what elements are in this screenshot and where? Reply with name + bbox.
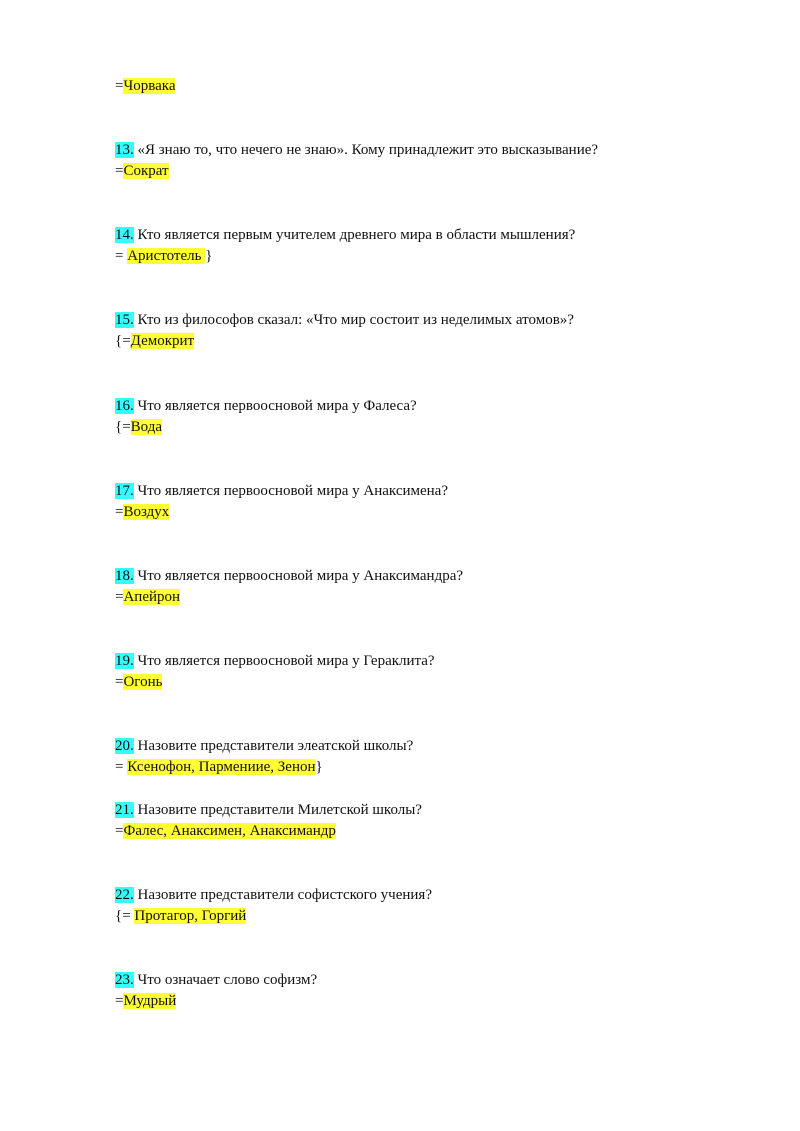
question-line	[115, 651, 435, 671]
question-number: 22.	[115, 887, 134, 903]
question-text: «Я знаю то, что нечего не знаю». Кому принадлежит это высказывание?	[133, 142, 599, 158]
answer-highlight: Фалес, Анаксимен, Анаксимандр	[123, 823, 336, 839]
question-number: 21.	[115, 802, 134, 818]
question-line	[115, 481, 448, 501]
question-text: Кто из философов сказал: «Что мир состоит из неделимых атомов»?	[133, 312, 574, 328]
question-line	[115, 140, 598, 160]
question-number: 16.	[115, 398, 134, 414]
answer-suffix: }	[315, 759, 323, 775]
answer-line	[115, 246, 212, 266]
answer-prefix: =	[115, 163, 124, 179]
answer-line	[115, 161, 169, 181]
answer-prefix: {=	[115, 419, 131, 435]
answer-line	[115, 906, 246, 926]
answer-highlight: Апейрон	[123, 589, 181, 605]
question-number: 19.	[115, 653, 134, 669]
answer-highlight: Мудрый	[123, 993, 177, 1009]
answer-highlight: Чорвака	[123, 78, 176, 94]
question-line	[115, 310, 574, 330]
question-text: Кто является первым учителем древнего мира в области мышления?	[133, 227, 576, 243]
question-text: Что означает слово софизм?	[133, 972, 318, 988]
question-text: Что является первоосновой мира у Анаксимандра?	[133, 568, 464, 584]
question-line	[115, 396, 417, 416]
answer-prefix: =	[115, 759, 128, 775]
question-line	[115, 736, 413, 756]
answer-line	[115, 757, 323, 777]
answer-highlight: Аристотель	[127, 248, 206, 264]
answer-highlight: Огонь	[123, 674, 163, 690]
answer-prefix: =	[115, 78, 124, 94]
answer-prefix: =	[115, 589, 124, 605]
answer-highlight: Демокрит	[130, 333, 195, 349]
answer-line	[115, 417, 162, 437]
question-line	[115, 970, 317, 990]
answer-line	[115, 587, 180, 607]
answer-prefix: {=	[115, 908, 135, 924]
answer-highlight: Ксенофон, Пармениие, Зенон	[127, 759, 316, 775]
answer-line	[115, 331, 194, 351]
question-text: Назовите представители софистского учения?	[133, 887, 432, 903]
answer-line	[115, 502, 169, 522]
answer-line	[115, 991, 176, 1011]
question-text: Что является первоосновой мира у Гераклита?	[133, 653, 435, 669]
answer-prefix: =	[115, 674, 124, 690]
question-line	[115, 885, 432, 905]
question-text: Что является первоосновой мира у Анаксимена?	[133, 483, 448, 499]
question-line	[115, 225, 575, 245]
question-text: Что является первоосновой мира у Фалеса?	[133, 398, 417, 414]
question-number: 14.	[115, 227, 134, 243]
question-text: Назовите представители элеатской школы?	[133, 738, 414, 754]
answer-prefix: =	[115, 993, 124, 1009]
answer-prefix: =	[115, 823, 124, 839]
question-line	[115, 566, 463, 586]
question-number: 23.	[115, 972, 134, 988]
question-text: Назовите представители Милетской школы?	[133, 802, 422, 818]
question-number: 18.	[115, 568, 134, 584]
answer-line	[115, 672, 162, 692]
question-line	[115, 800, 422, 820]
question-number: 17.	[115, 483, 134, 499]
answer-highlight: Вода	[130, 419, 163, 435]
answer-suffix: }	[205, 248, 213, 264]
answer-highlight: Сократ	[123, 163, 169, 179]
answer-prefix: =	[115, 248, 128, 264]
answer-highlight: Воздух	[123, 504, 170, 520]
answer-prefix: =	[115, 504, 124, 520]
question-number: 20.	[115, 738, 134, 754]
answer-line	[115, 821, 336, 841]
question-number: 13.	[115, 142, 134, 158]
answer-line	[115, 76, 175, 96]
question-number: 15.	[115, 312, 134, 328]
answer-highlight: Протагор, Горгий	[134, 908, 247, 924]
answer-prefix: {=	[115, 333, 131, 349]
